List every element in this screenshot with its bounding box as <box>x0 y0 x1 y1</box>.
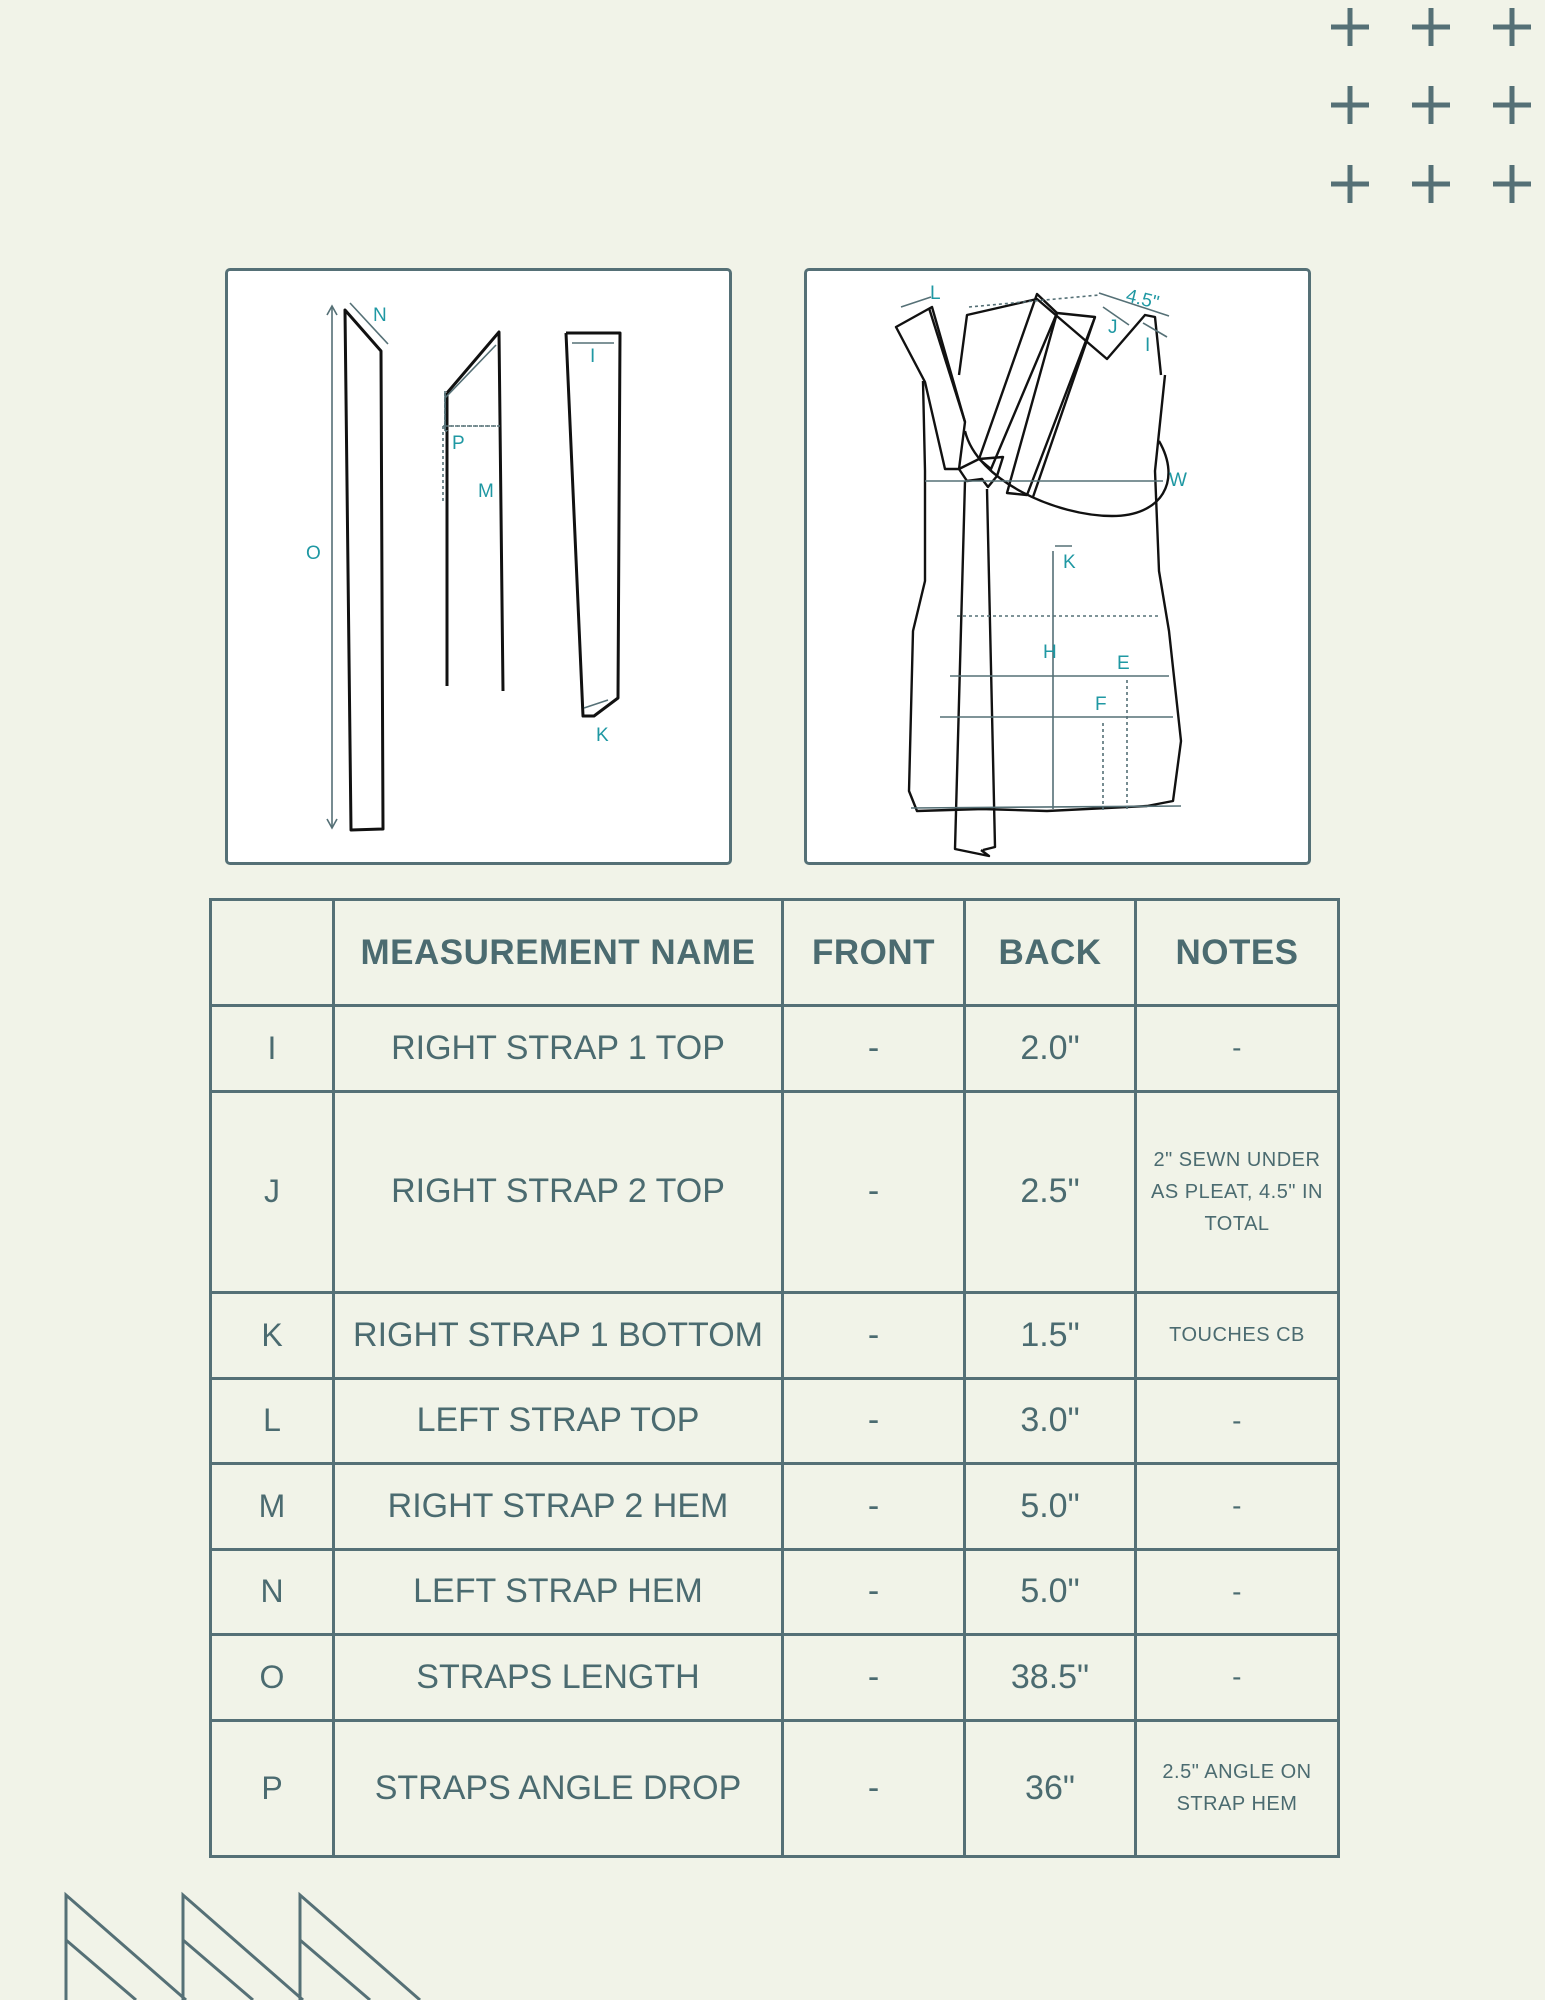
table-row <box>211 1635 1339 1721</box>
row-code: J <box>211 1091 334 1293</box>
table-header-row <box>211 900 1339 1006</box>
row-name: STRAPS LENGTH <box>334 1635 783 1721</box>
label-n: N <box>373 305 387 326</box>
row-front: - <box>783 1091 965 1293</box>
row-name: STRAPS ANGLE DROP <box>334 1720 783 1856</box>
table-row <box>211 1378 1339 1464</box>
label-4-5: 4.5" <box>1123 285 1162 314</box>
label-k-garment: K <box>1063 552 1076 573</box>
row-notes: - <box>1136 1006 1339 1092</box>
row-code: P <box>211 1720 334 1856</box>
row-back: 1.5" <box>965 1293 1136 1379</box>
row-front: - <box>783 1549 965 1635</box>
strap-outline-right <box>566 333 620 716</box>
strap-outline-left <box>345 310 383 830</box>
row-code: L <box>211 1378 334 1464</box>
row-notes: - <box>1136 1464 1339 1550</box>
label-i: I <box>590 346 596 367</box>
row-front: - <box>783 1720 965 1856</box>
row-front: - <box>783 1293 965 1379</box>
row-code: O <box>211 1635 334 1721</box>
table-row <box>211 1091 1339 1293</box>
row-notes: 2.5" ANGLE ON STRAP HEM <box>1136 1720 1339 1856</box>
plus-pattern-decoration <box>1315 0 1545 215</box>
header-measurement-name: MEASUREMENT NAME <box>334 900 783 1006</box>
row-notes: TOUCHES CB <box>1136 1293 1339 1379</box>
label-m: M <box>478 481 494 502</box>
row-back: 3.0" <box>965 1378 1136 1464</box>
row-back: 2.5" <box>965 1091 1136 1293</box>
garment-back-sketch-panel <box>804 268 1311 865</box>
row-back: 5.0" <box>965 1464 1136 1550</box>
header-front: FRONT <box>783 900 965 1006</box>
row-front: - <box>783 1464 965 1550</box>
table-row <box>211 1293 1339 1379</box>
strap-outline-middle <box>447 332 503 691</box>
row-notes: - <box>1136 1635 1339 1721</box>
row-code: I <box>211 1006 334 1092</box>
label-k: K <box>596 725 609 746</box>
garment-back-sketch <box>807 271 1308 862</box>
header-notes: NOTES <box>1136 900 1339 1006</box>
row-name: LEFT STRAP TOP <box>334 1378 783 1464</box>
table-row <box>211 1720 1339 1856</box>
row-front: - <box>783 1378 965 1464</box>
row-name: LEFT STRAP HEM <box>334 1549 783 1635</box>
row-back: 38.5" <box>965 1635 1136 1721</box>
table-row <box>211 1006 1339 1092</box>
label-o: O <box>306 543 321 564</box>
straps-sketch-panel <box>225 268 732 865</box>
label-p: P <box>452 433 465 454</box>
row-front: - <box>783 1006 965 1092</box>
label-j: J <box>1108 317 1118 338</box>
straps-flat-sketch <box>228 271 729 862</box>
row-back: 2.0" <box>965 1006 1136 1092</box>
row-notes: - <box>1136 1549 1339 1635</box>
row-name: RIGHT STRAP 1 BOTTOM <box>334 1293 783 1379</box>
label-l: L <box>930 283 941 304</box>
label-e: E <box>1117 653 1130 674</box>
label-f: F <box>1095 694 1107 715</box>
label-i-garment: I <box>1145 335 1151 356</box>
diagonal-stripes-decoration <box>0 1890 440 2000</box>
row-back: 5.0" <box>965 1549 1136 1635</box>
measurement-table <box>209 898 1340 1858</box>
row-notes: - <box>1136 1378 1339 1464</box>
table-row <box>211 1464 1339 1550</box>
table-row <box>211 1549 1339 1635</box>
label-h: H <box>1043 642 1057 663</box>
row-name: RIGHT STRAP 1 TOP <box>334 1006 783 1092</box>
row-name: RIGHT STRAP 2 HEM <box>334 1464 783 1550</box>
label-w: W <box>1169 470 1187 491</box>
row-code: K <box>211 1293 334 1379</box>
header-code <box>211 900 334 1006</box>
header-back: BACK <box>965 900 1136 1006</box>
row-notes: 2" SEWN UNDER AS PLEAT, 4.5" IN TOTAL <box>1136 1091 1339 1293</box>
row-name: RIGHT STRAP 2 TOP <box>334 1091 783 1293</box>
row-front: - <box>783 1635 965 1721</box>
row-back: 36" <box>965 1720 1136 1856</box>
row-code: N <box>211 1549 334 1635</box>
row-code: M <box>211 1464 334 1550</box>
